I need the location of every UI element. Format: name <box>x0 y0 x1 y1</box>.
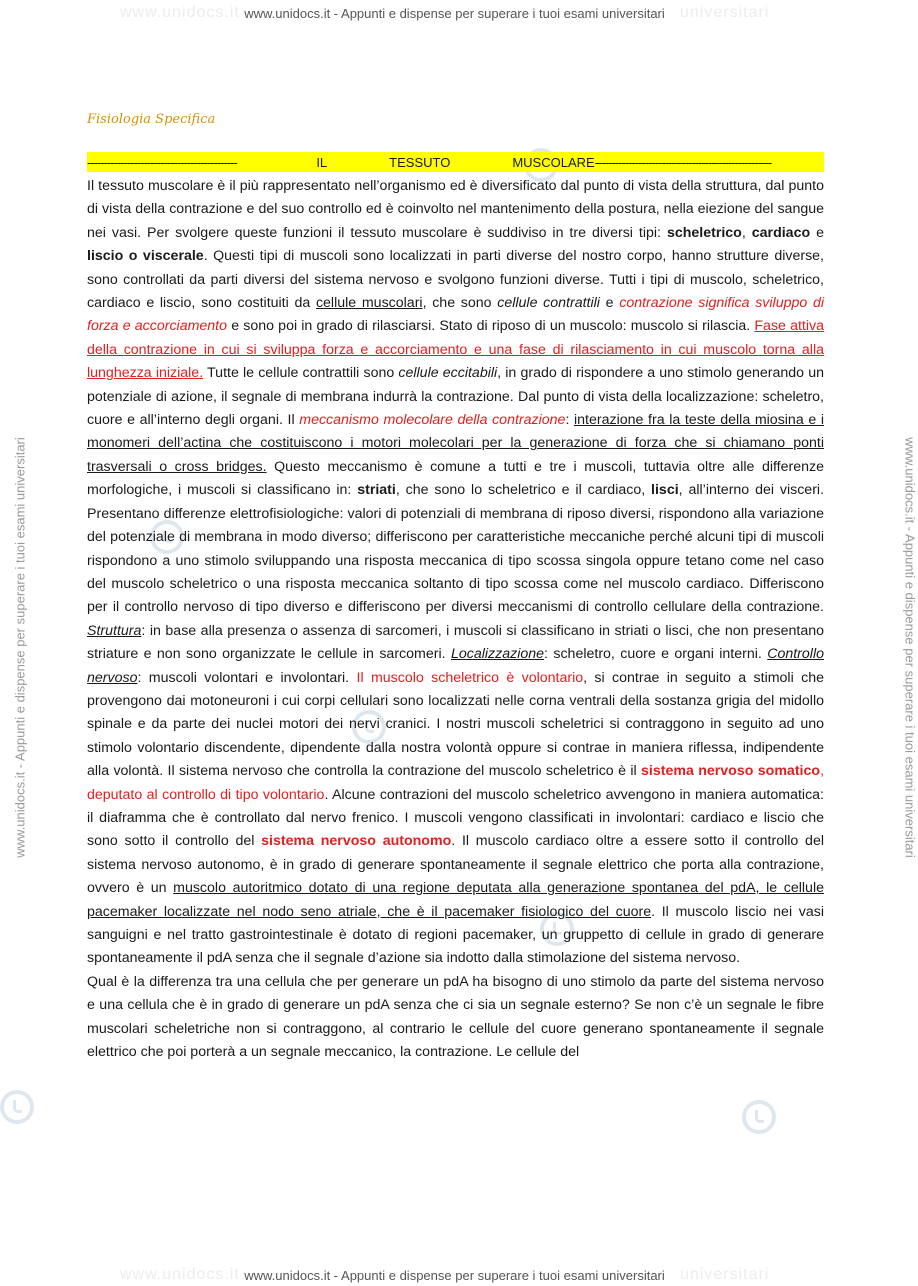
watermark-ghost-right: universitari <box>680 1266 770 1283</box>
paragraph-2: Qual è la differenza tra una cellula che per generare un pdA ha bisogno di uno stimolo da parte del sistema nervoso e una cellula che è in grado di generare un pdA senza che ci sia un segnale esterno? Se non c’è un segnale le fibre muscolari scheletriche non si contraggono, al contrario le cellule del cuore generano spontaneamente il segnale elettrico che poi porterà a un segnale meccanico, la contrazione. Le cellule del <box>87 973 824 1061</box>
heading-dashes-right: ----------------------------------------------------- <box>594 154 772 170</box>
heading-word-3: MUSCOLARE <box>512 154 595 170</box>
paragraph-1: Il tessuto muscolare è il più rappresentato nell’organismo ed è diversificato dal punto di vista della struttura, dal punto di vista della contrazione e del suo controllo ed è coinvolto nel mantenimento della postura, nella eiezione del sangue nei vasi. Per svolgere queste funzioni il tessuto muscolare è suddiviso in tre diversi tipi: scheletrico, cardiaco e liscio o viscerale. Questi tipi di muscoli sono localizzati in parti diverse del nostro corpo, hanno strutture diverse, sono controllati da parti diversi del sistema nervoso e svolgono funzioni diverse. Tutti i tipi di muscolo, scheletrico, cardiaco e liscio, sono costituiti da cellule muscolari, che sono cellule contrattili e contrazione significa sviluppo di forza e accorciamento e sono poi in grado di rilasciarsi. Stato di riposo di un muscolo: muscolo si rilascia. Fase attiva della contrazione in cui si sviluppa forza e accorciamento e una fase di rilasciamento in cui muscolo torna alla lunghezza iniziale. Tutte le cellule contrattili sono cellule eccitabili, in grado di rispondere a uno stimolo generando un potenziale di azione, il segnale di membrana indurrà la contrazione. Dal punto di vista della localizzazione: scheletro, cuore e all’interno degli organi. Il meccanismo molecolare della contrazione: interazione fra la teste della miosina e i monomeri dell’actina che costituiscono i motori molecolari per la generazione di forza che si chiamano ponti trasversali o cross bridges. Questo meccanismo è comune a tutti e tre i muscoli, tuttavia oltre alle differenze morfologiche, i muscoli si classificano in: striati, che sono lo scheletrico e il cardiaco, lisci, all’interno dei visceri. Presentano differenze elettrofisiologiche: valori di potenziali di membrana di riposo diversi, rispondono alla variazione del potenziale di membrana in modo diverso; differiscono per caratteristiche meccaniche perché alcuni tipi di muscoli rispondono a uno stimolo sviluppando una risposta meccanica di tipo scossa singola oppure tetano come nel caso del muscolo scheletrico o una risposta meccanica soltanto di tipo scossa come nel muscolo cardiaco. Differiscono per il controllo nervoso di tipo diverso e differiscono per diversi meccanismi di controllo cellulare della contrazione. Struttura: in base alla presenza o assenza di sarcomeri, i muscoli si classificano in striati o lisci, che non presentano striature e non sono organizzate le cellule in sarcomeri. Localizzazione: scheletro, cuore e organi interni. Controllo nervoso: muscoli volontari e involontari. Il muscolo scheletrico è volontario, si contrae in seguito a stimoli che provengono dai motoneuroni i cui corpi cellulari sono localizzati nelle corna ventrali della sostanza grigia del midollo spinale e da parte dei nuclei motori dei nervi cranici. I nostri muscoli scheletrici si contraggono in seguito ad uno stimolo volontario discendente, dipendente dalla nostra volontà oppure si contrae in maniera riflessa, indipendente alla volontà. Il sistema nervoso che controlla la contrazione del muscolo scheletrico è il sistema nervoso somatico, deputato al controllo di tipo volontario. Alcune contrazioni del muscolo scheletrico avvengono in maniera automatica: il diaframma che è controllato dal nervo frenico. I muscoli vengono classificati in involontari: cardiaco e liscio che sono sotto il controllo del sistema nervoso autonomo. Il muscolo cardiaco oltre a essere sotto il controllo del sistema nervoso autonomo, è in grado di generare spontaneamente il segnale elettrico che porta alla contrazione, ovvero è un muscolo autoritmico dotato di una regione deputata alla generazione spontanea del pdA, le cellule pacemaker localizzate nel nodo seno atriale, che è il pacemaker fisiologico del cuore. Il muscolo liscio nei vasi sanguigni e nel tratto gastrointestinale è dotato di regioni pacemaker, un gruppetto di cellule in grado di generare spontaneamente il pdA senza che il segnale d’azione sia indotto dalla stimolazione del sistema nervoso. <box>87 178 825 967</box>
section-heading <box>87 152 824 172</box>
heading-word-2: TESSUTO <box>389 154 451 170</box>
watermark-ghost-right: universitari <box>680 4 770 21</box>
watermark-ghost-left: www.unidocs.it <box>120 1266 240 1283</box>
subject-title: Fisiologia Specifica <box>87 112 216 127</box>
watermark-side-right: www.unidocs.it - Appunti e dispense per superare i tuoi esami universitari <box>902 437 918 858</box>
watermark-footer: www.unidocs.it - Appunti e dispense per superare i tuoi esami universitari <box>244 1268 665 1283</box>
watermark-logo-icon <box>742 1100 776 1134</box>
watermark-header: www.unidocs.it - Appunti e dispense per superare i tuoi esami universitari <box>244 6 665 21</box>
watermark-ghost-left: www.unidocs.it <box>120 4 240 21</box>
watermark-logo-icon <box>0 1090 34 1124</box>
body-text <box>87 175 824 1064</box>
heading-dashes-left: --------------------------------------------- <box>87 154 237 170</box>
watermark-side-left: www.unidocs.it - Appunti e dispense per superare i tuoi esami universitari <box>12 437 28 858</box>
heading-word-1: IL <box>316 154 328 170</box>
